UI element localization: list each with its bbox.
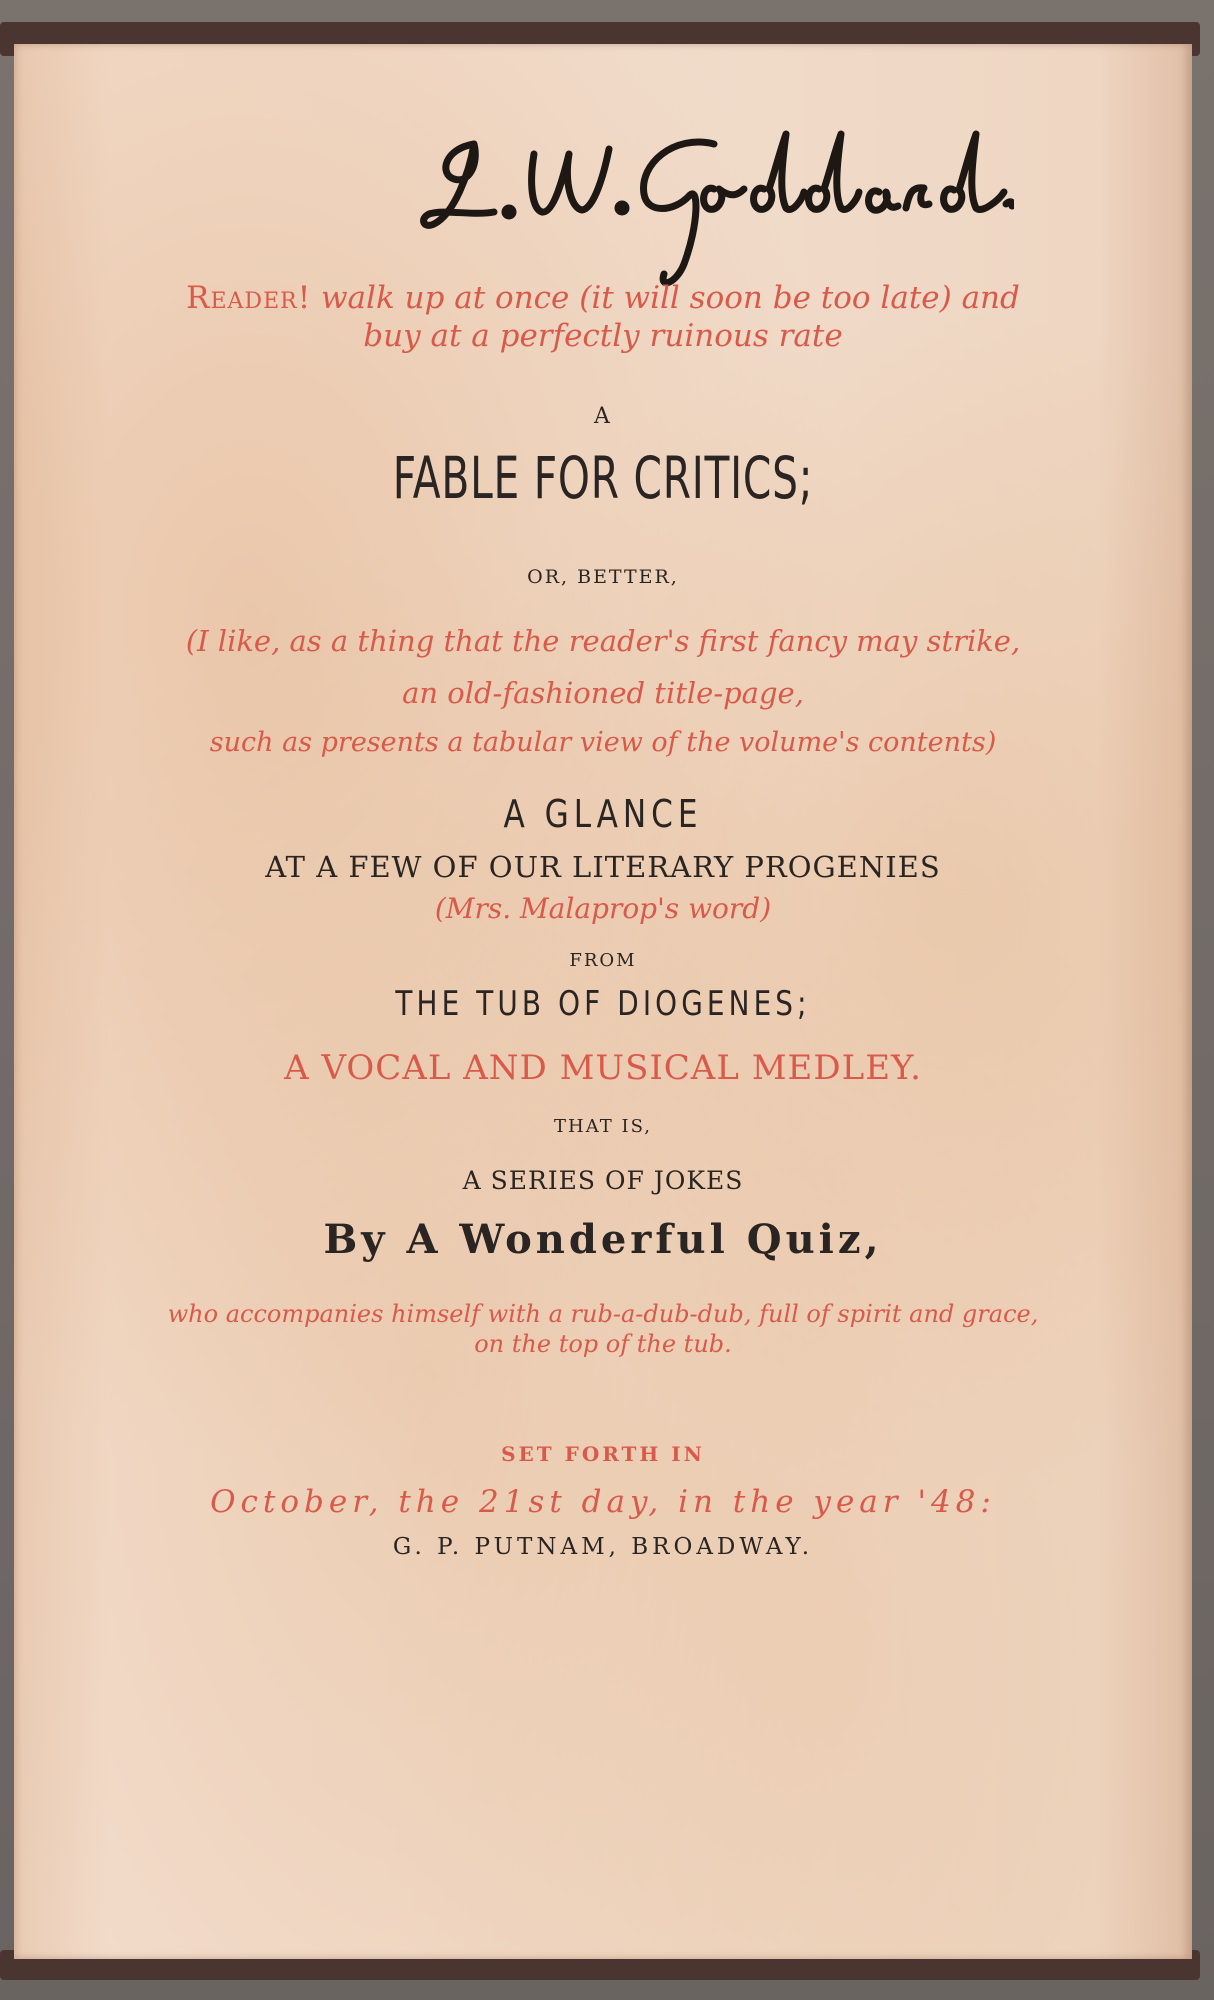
jokes-line: A SERIES OF JOKES [462,1166,744,1195]
tub-line: THE TUB OF DIOGENES; [395,984,811,1024]
that-is-line: THAT IS, [554,1116,652,1137]
malaprop-line: (Mrs. Malaprop's word) [434,892,772,925]
parenthetical-line-3: such as presents a tabular view of the volume's contents) [209,727,997,758]
quiz-line: By A Wonderful Quiz, [323,1216,883,1263]
article-a: A [594,404,612,429]
from-line: FROM [569,950,637,971]
reader-line-2: buy at a perfectly ruinous rate [363,318,843,354]
who-line-2: on the top of the tub. [474,1330,732,1358]
who-line-1: who accompanies himself with a rub-a-dub-dub, full of spirit and grace, [167,1300,1039,1328]
parenthetical-line-1: (I like, as a thing that the reader's first fancy may strike, [185,624,1021,658]
page-title: FABLE FOR CRITICS; [392,444,814,512]
glance-heading: A GLANCE [503,792,703,836]
reader-lead: Reader! [186,280,312,316]
parenthetical-line-2: an old-fashioned title-page, [402,676,804,710]
medley-line: A VOCAL AND MUSICAL MEDLEY. [284,1048,922,1088]
set-forth-line: SET FORTH IN [501,1442,705,1466]
reader-line-1-rest: walk up at once (it will soon be too late) and [311,280,1020,316]
title-page [14,44,1192,1959]
progenies-line: AT A FEW OF OUR LITERARY PROGENIES [265,850,941,884]
publisher-line: G. P. PUTNAM, BROADWAY. [392,1534,814,1560]
or-better: OR, BETTER, [527,566,679,588]
date-line: October, the 21st day, in the year '48: [210,1484,996,1520]
reader-line-1 [14,280,1192,316]
